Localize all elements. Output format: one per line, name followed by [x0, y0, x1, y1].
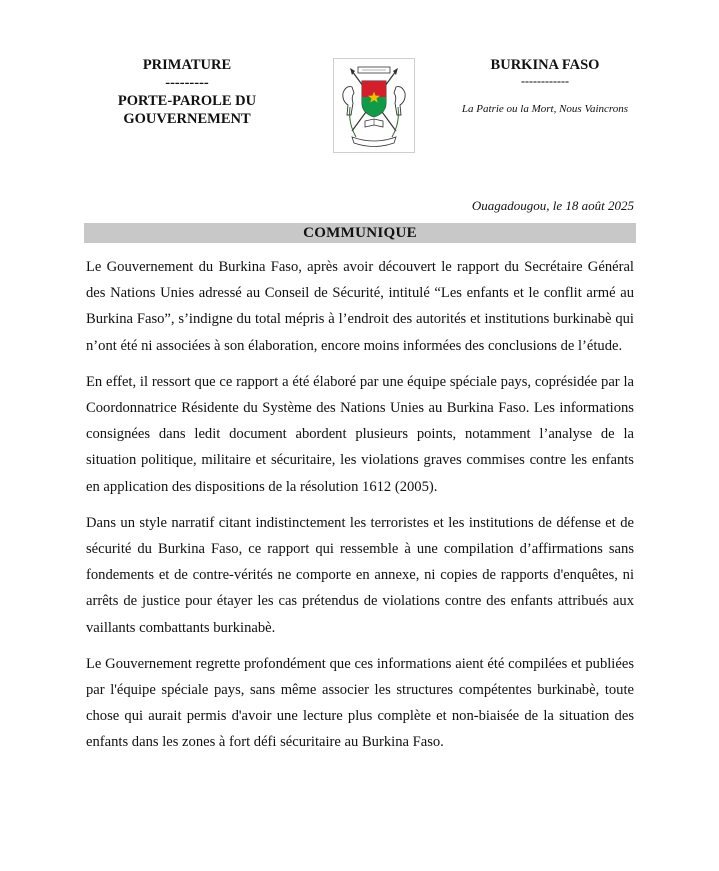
country-block: [440, 56, 650, 116]
issuer-block: [96, 56, 278, 128]
country-name: BURKINA FASO: [490, 57, 600, 73]
paragraph: Le Gouvernement du Burkina Faso, après avoir découvert le rapport du Secrétaire Général des Nations Unies adressé au Conseil de Sécurité, intitulé “Les enfants et le conflit armé au Burkina Faso”, s’indigne du total mépris à l’endroit des autorités et institutions burkinabè qui n’ont été ni associées à son élaboration, encore moins informées des conclusions de l’étude.: [86, 259, 634, 354]
department-line-2: GOUVERNEMENT: [123, 111, 251, 127]
office-separator: ---------: [165, 75, 209, 91]
paragraph: Le Gouvernement regrette profondément que ces informations aient été compilées et publiées par l'équipe spéciale pays, sans même associer les structures compétentes burkinabè, toute chose qui aurait permis d'avoir une lecture plus complète et non-biaisée de la situation des enfants dans les zones à fort défi sécuritaire au Burkina Faso.: [86, 655, 634, 751]
document-date: Ouagadougou, le 18 août 2025: [471, 198, 634, 213]
department-line-1: PORTE-PAROLE DU: [117, 93, 257, 109]
coat-of-arms-icon: [333, 58, 415, 153]
coat-of-arms-drawing: [334, 59, 414, 152]
document-body: [86, 254, 634, 766]
document-title: COMMUNIQUE: [84, 223, 636, 243]
national-motto: La Patrie ou la Mort, Nous Vaincrons: [461, 103, 629, 115]
paragraph: En effet, il ressort que ce rapport a été élaboré par une équipe spéciale pays, coprésidée par la Coordonnatrice Résidente du Système des Nations Unies au Burkina Faso. Les informations consignées dans ledit document abordent plusieurs points, notamment l’analyse de la situation politique, militaire et sécuritaire, les violations graves commises contre les enfants en application des dispositions de la résolution 1612 (2005).: [86, 373, 634, 495]
paragraph: Dans un style narratif citant indistinctement les terroristes et les institutions de défense et de sécurité du Burkina Faso, ce rapport qui ressemble à une compilation d’affirmations sans fondements et de contre-vérités ne comporte en annexe, ni copies de rapports d'enquêtes, ni arrêts de justice pour étayer les cas prétendus de violations contre des enfants attribués aux vaillants combattants burkinabè.: [86, 514, 634, 636]
country-separator: ------------: [521, 74, 569, 88]
office-name: PRIMATURE: [142, 57, 232, 73]
